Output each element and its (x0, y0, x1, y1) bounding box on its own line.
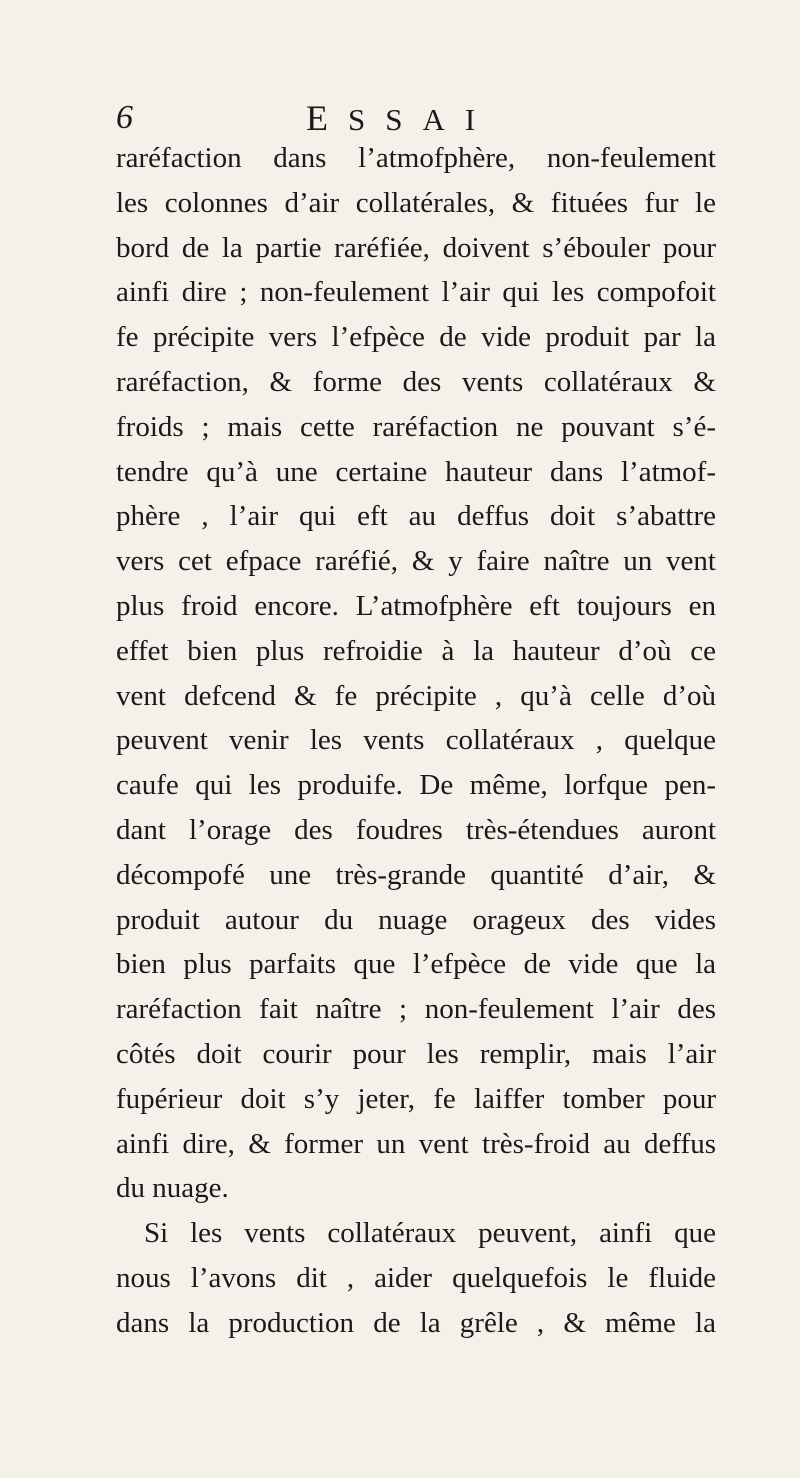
text-line: tendre qu’à une certaine hauteur dans l’atmof- (116, 455, 716, 488)
text-line: dant l’orage des foudres très-étendues auront (116, 813, 716, 846)
text-line: plus froid encore. L’atmofphère eft toujours en (116, 589, 716, 622)
text-line: côtés doit courir pour les remplir, mais l’air (116, 1037, 716, 1070)
paragraph-start-line: Si les vents collatéraux peuvent, ainfi que (144, 1217, 716, 1250)
text-line: peuvent venir les vents collatéraux , quelque (116, 724, 716, 757)
body-text (116, 136, 716, 1346)
running-title-rest: SSAI (348, 102, 496, 137)
paragraph-end-line: du nuage. (116, 1172, 229, 1205)
text-line: fupérieur doit s’y jeter, fe laiffer tomber pour (116, 1082, 716, 1115)
text-line: vent defcend & fe précipite , qu’à celle d’où (116, 679, 716, 712)
text-line: caufe qui les produife. De même, lorfque pen- (116, 769, 716, 802)
text-line: raréfaction fait naître ; non-feulement l’air des (116, 993, 716, 1026)
text-line: ainfi dire, & former un vent très-froid au deffus (116, 1127, 716, 1160)
text-line: bien plus parfaits que l’efpèce de vide que la (116, 948, 716, 981)
text-line: les colonnes d’air collatérales, & fituées fur le (116, 186, 716, 219)
text-line: phère , l’air qui eft au deffus doit s’abattre (116, 500, 716, 533)
text-line: effet bien plus refroidie à la hauteur d’où ce (116, 634, 716, 667)
text-line: raréfaction dans l’atmofphère, non-feulement (116, 142, 716, 174)
page-number: 6 (116, 99, 133, 136)
text-line: bord de la partie raréfiée, doivent s’ébouler pour (116, 231, 716, 264)
text-line: vers cet efpace raréfié, & y faire naître un vent (116, 545, 716, 578)
text-line: froids ; mais cette raréfaction ne pouvant s’é- (116, 410, 716, 443)
text-line: fe précipite vers l’efpèce de vide produit par la (116, 321, 716, 354)
text-line: produit autour du nuage orageux des vides (116, 903, 716, 936)
running-title-initial: E (306, 98, 348, 138)
running-header (116, 96, 716, 140)
text-line: décompofé une très-grande quantité d’air, & (116, 858, 716, 891)
text-line: dans la production de la grêle , & même la (116, 1306, 716, 1339)
text-line: ainfi dire ; non-feulement l’air qui les compofoit (116, 276, 716, 309)
text-line: nous l’avons dit , aider quelquefois le fluide (116, 1261, 716, 1294)
text-line: raréfaction, & forme des vents collatéraux & (116, 365, 716, 398)
